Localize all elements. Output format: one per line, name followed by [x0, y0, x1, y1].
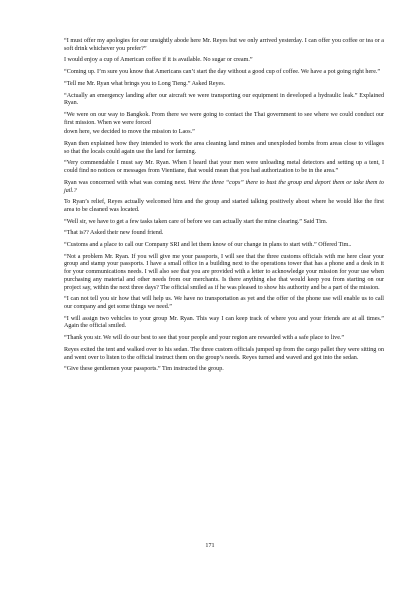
paragraph-text: “I can not tell you sir how that will help us. We have no transportation as yet and the offer of the phone use will enable us to call our company and get some things we need.”: [64, 296, 384, 310]
paragraph-text: “Well sir, we have to get a few tasks taken care of before we can actually start the mine clearing.” Said Tim.: [64, 218, 328, 225]
paragraph-text: “Thank you sir. We will do our best to see that your people and your region are rewarded with a safe place to live.”: [64, 335, 345, 342]
paragraph: [64, 38, 384, 53]
italic-text: Were the three “cops” there to bust the group and deport them or take them to jail.?: [64, 179, 384, 194]
body-text: [64, 38, 384, 378]
paragraph-text: “That is?? Asked their new found friend.: [64, 230, 164, 237]
paragraph: [64, 81, 384, 89]
paragraph: [64, 112, 384, 127]
paragraph-text: “Coming up. I’m sure you know that Americans can’t start the day without a good cup of coffee. We have a pot going right here.”: [64, 69, 381, 76]
paragraph: [64, 199, 384, 214]
paragraph-text: “I will assign two vehicles to your group Mr. Ryan. This way I can keep track of where you and your friends are at all times.” Again the official smiled.: [64, 315, 384, 330]
paragraph: [64, 219, 384, 227]
paragraph: [64, 316, 384, 331]
paragraph-text: “Tell me Mr. Ryan what brings you to Long Tieng.” Asked Reyes.: [64, 80, 226, 87]
paragraph-text: Ryan then explained how they intended to work the area cleaning land mines and unexploded bombs from areas close to villages so that the locals could again use the land for farming.: [64, 141, 384, 155]
paragraph-text: To Ryan’s relief, Reyes actually welcomed him and the group and started talking positively about where he would like the first area to be cleaned was located.: [64, 199, 384, 213]
paragraph-text: “Not a problem Mr. Ryan. If you will give me your passports, I will see that the three customs officials with me here clear your group and stamp your passports. I have a small office in a building next to the operations tower that has a phone and a desk in it for your communications needs. I will also see that you are provided with a letter to acknowledge your mission for your use when purchasing any material and other needs from our merchants. Is there anything else that would keep you from starting on our project say, within the next three days? The official smiled as if he was pleased to show his authority and be a part of the mission.: [64, 253, 384, 291]
paragraph: [64, 57, 384, 65]
paragraph-text: Reyes exited the tent and walked over to his sedan. The three custom officials jumped up from the cargo pallet they were sitting on and went over to listen to the official instruct them on the group’s needs. Reyes turned and waved and got into the sedan.: [64, 346, 384, 361]
paragraph: [64, 141, 384, 156]
paragraph: [64, 242, 384, 250]
paragraph-text: “Give these gentlemen your passports.” Tim instructed the group.: [64, 366, 224, 373]
paragraph: [64, 254, 384, 293]
paragraph: [64, 335, 384, 343]
paragraph-text: down here, we decided to move the mission to Laos.”: [64, 129, 195, 136]
paragraph: [64, 230, 384, 238]
paragraph: [64, 129, 384, 137]
paragraph: [64, 69, 384, 77]
paragraph-text: “I must offer my apologies for our unsightly abode here Mr. Reyes but we only arrived yesterday. I can offer you coffee or tea or a soft drink whichever you prefer?”: [64, 38, 384, 52]
paragraph-text: “Customs and a place to call our Company SRI and let them know of our change in plans to start with.” Offered Tim..: [64, 242, 352, 249]
paragraph-text: I would enjoy a cup of American coffee if it is available. No sugar or cream.”: [64, 57, 253, 64]
paragraph: [64, 93, 384, 108]
paragraph: [64, 180, 384, 195]
paragraph-text: Ryan was concerned with what was coming next.: [64, 179, 189, 186]
page-number: 171: [205, 543, 215, 549]
paragraph-text: “Actually an emergency landing after our aircraft we were transporting our equipment in developed a hydraulic leak.” Explained Ryan.: [64, 92, 384, 107]
paragraph-text: “We were on our way to Bangkok. From there we were going to contact the Thai government to see where we could conduct our first mission. When we were forced: [64, 111, 384, 126]
paragraph: [64, 366, 384, 374]
paragraph-text: “Very commendable I must say Mr. Ryan. When I heard that your men were unloading metal detectors and setting up a tent, I could find no notices or messages from Vientiane, that would mean that you had authorization to be in the area.”: [64, 160, 384, 175]
paragraph: [64, 296, 384, 311]
paragraph: [64, 160, 384, 175]
paragraph: [64, 347, 384, 362]
